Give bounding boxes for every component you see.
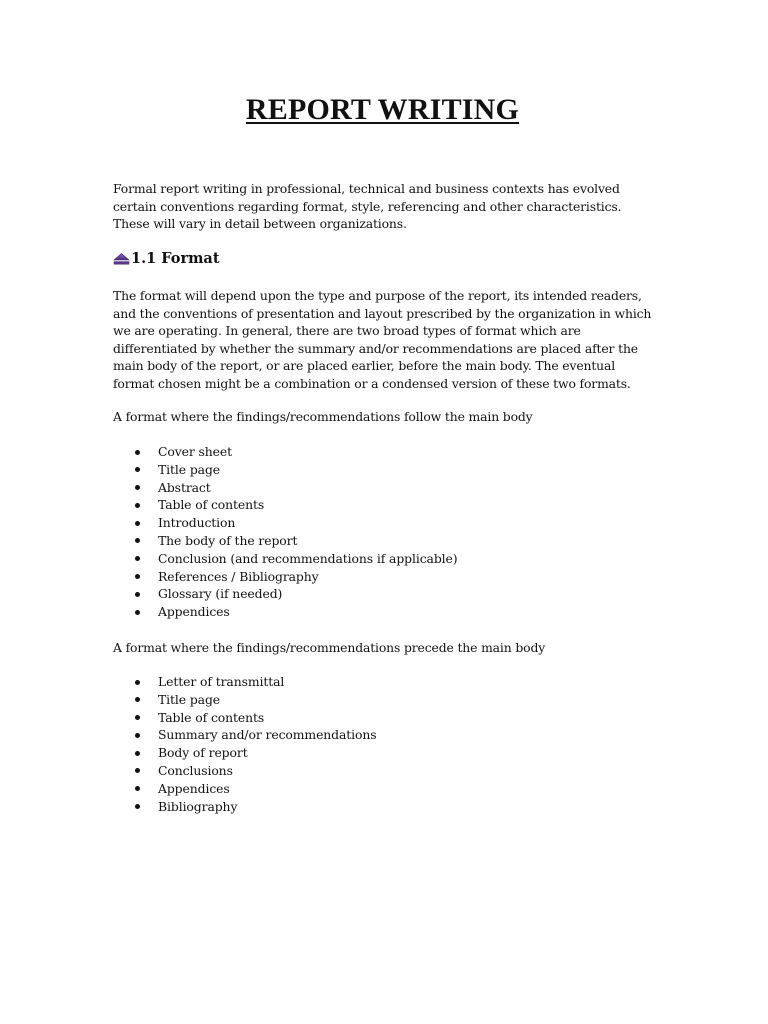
list-item bbox=[113, 691, 377, 709]
bullet-icon bbox=[135, 751, 140, 756]
up-arrow-icon[interactable] bbox=[113, 253, 131, 265]
list-item bbox=[113, 762, 377, 780]
list-item-label: The body of the report bbox=[158, 532, 298, 548]
format-before-list bbox=[113, 673, 377, 815]
list-item bbox=[113, 726, 377, 744]
list-item bbox=[113, 550, 458, 568]
bullet-icon bbox=[135, 786, 140, 791]
bullet-icon bbox=[135, 680, 140, 685]
list-item-label: Abstract bbox=[158, 479, 211, 495]
list-item-label: References / Bibliography bbox=[158, 568, 319, 584]
list-item-label: Table of contents bbox=[158, 709, 265, 725]
bullet-icon bbox=[135, 715, 140, 720]
bullet-icon bbox=[135, 768, 140, 773]
list-item bbox=[113, 532, 458, 550]
list-item-label: Body of report bbox=[158, 745, 248, 761]
format-paragraph: The format will depend upon the type and purpose of the report, its intended readers, and the conventions of presentation and layout prescribed by the organization in which we are operating. In general, there are two broad types of format which are differentiated by whether the summary and/or recommendations are placed after the main body of the report, or are placed earlier, before the main body. The eventual format chosen might be a combination or a condensed version of these two formats. bbox=[113, 288, 652, 391]
list-item bbox=[113, 568, 458, 586]
format-before-lead: A format where the findings/recommendations precede the main body bbox=[113, 640, 546, 655]
list-item-label: Appendices bbox=[158, 604, 230, 620]
list-item bbox=[113, 479, 458, 497]
bullet-icon bbox=[135, 733, 140, 738]
list-item-label: Cover sheet bbox=[158, 444, 233, 459]
list-item-label: Table of contents bbox=[158, 497, 265, 513]
list-item-label: Conclusions bbox=[158, 762, 233, 778]
list-item bbox=[113, 798, 377, 816]
list-item bbox=[113, 496, 458, 514]
list-item-label: Conclusion (and recommendations if applicable) bbox=[158, 550, 458, 566]
bullet-icon bbox=[135, 556, 140, 561]
bullet-icon bbox=[135, 521, 140, 526]
list-item bbox=[113, 744, 377, 762]
list-item-label: Title page bbox=[158, 691, 221, 707]
intro-paragraph: Formal report writing in professional, technical and business contexts has evolved certain conventions regarding format, style, referencing and other characteristics. These will vary in detail between organizations. bbox=[113, 181, 622, 232]
list-item bbox=[113, 585, 458, 603]
list-item bbox=[113, 461, 458, 479]
list-item bbox=[113, 673, 377, 691]
bullet-icon bbox=[135, 592, 140, 597]
bullet-icon bbox=[135, 467, 140, 472]
list-item-label: Title page bbox=[158, 461, 221, 477]
list-item bbox=[113, 514, 458, 532]
list-item bbox=[113, 709, 377, 727]
bullet-icon bbox=[135, 485, 140, 490]
list-item-label: Letter of transmittal bbox=[158, 674, 285, 689]
bullet-icon bbox=[135, 538, 140, 543]
list-item-label: Glossary (if needed) bbox=[158, 586, 283, 602]
list-item bbox=[113, 603, 458, 621]
format-after-lead: A format where the findings/recommendations follow the main body bbox=[113, 409, 533, 424]
section-heading bbox=[113, 249, 220, 269]
bullet-icon bbox=[135, 697, 140, 702]
list-item-label: Bibliography bbox=[158, 798, 238, 814]
list-item-label: Introduction bbox=[158, 515, 236, 531]
list-item-label: Summary and/or recommendations bbox=[158, 727, 377, 743]
bullet-icon bbox=[135, 450, 140, 455]
bullet-icon bbox=[135, 610, 140, 615]
page-title: REPORT WRITING bbox=[245, 93, 520, 126]
list-item-label: Appendices bbox=[158, 780, 230, 796]
section-heading-text: 1.1 Format bbox=[131, 250, 220, 267]
list-item bbox=[113, 443, 458, 461]
format-after-list bbox=[113, 443, 458, 621]
bullet-icon bbox=[135, 503, 140, 508]
list-item bbox=[113, 780, 377, 798]
bullet-icon bbox=[135, 574, 140, 579]
bullet-icon bbox=[135, 804, 140, 809]
